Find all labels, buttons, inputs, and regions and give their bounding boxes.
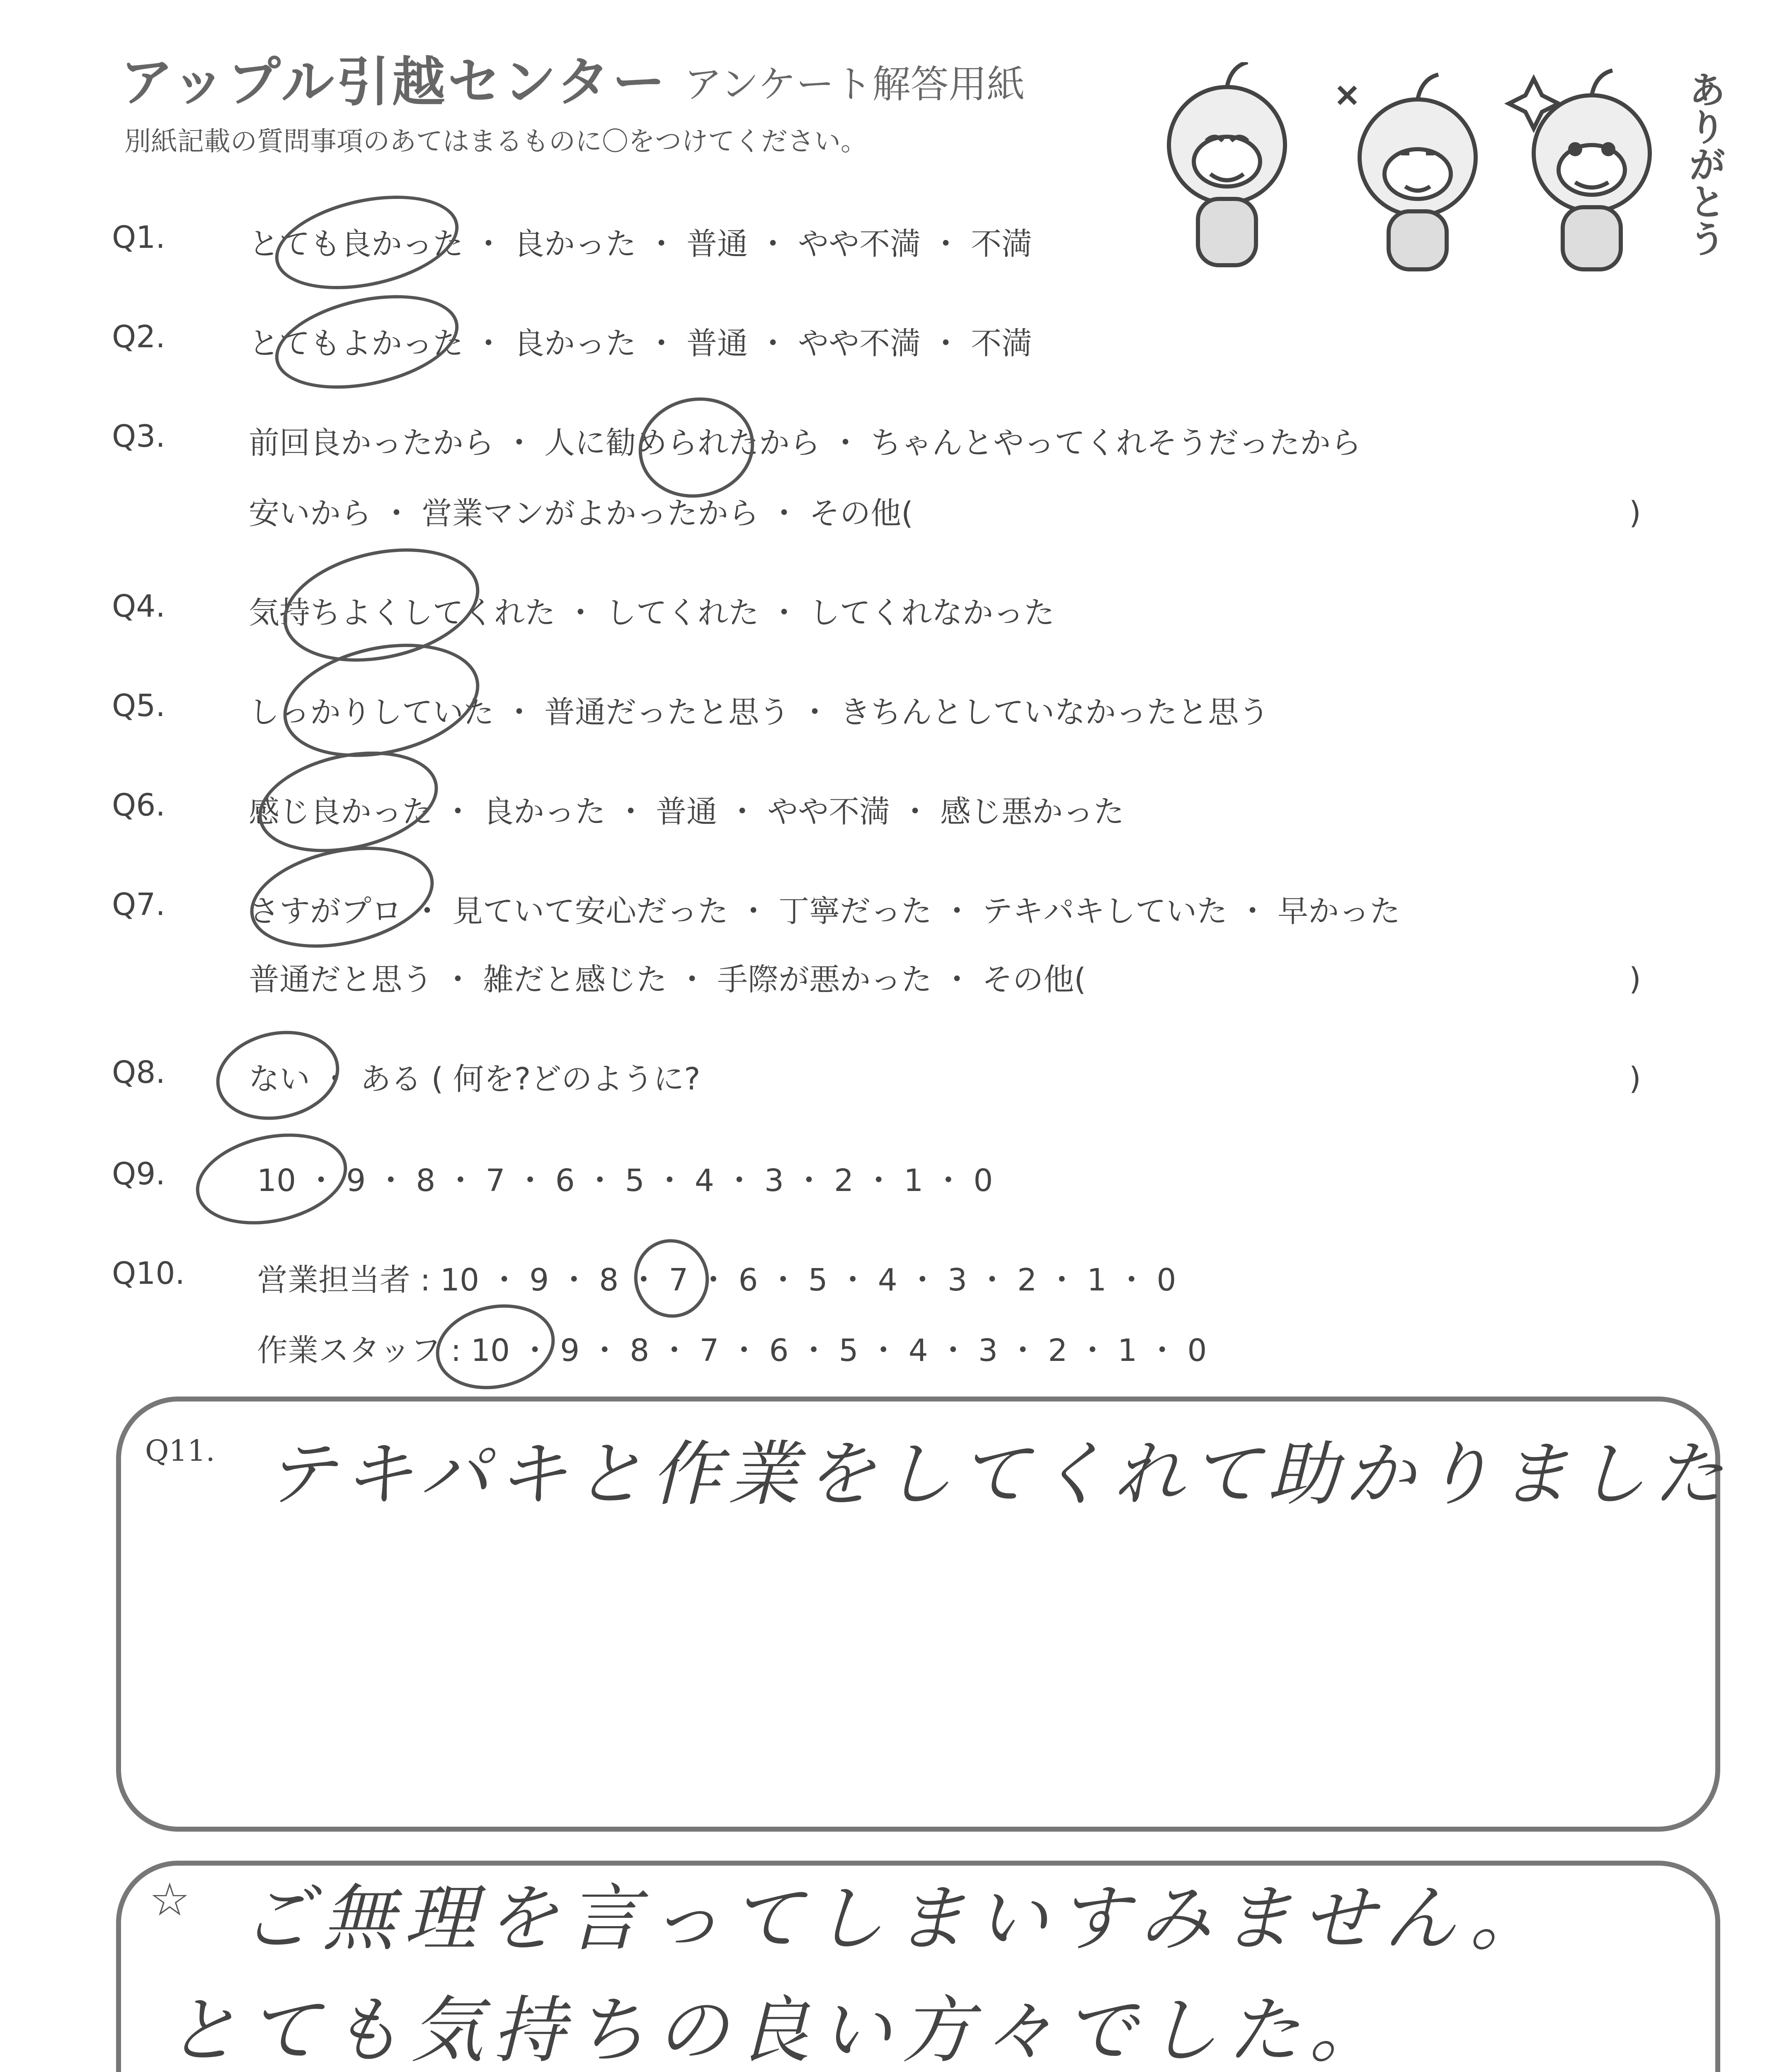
q4-options: 気持ちよくしてくれた ・ してくれた ・ してくれなかった bbox=[249, 595, 1055, 631]
q8-close-paren: ) bbox=[1629, 1061, 1641, 1097]
q2-options: とてもよかった ・ 良かった ・ 普通 ・ やや不満 ・ 不満 bbox=[249, 326, 1033, 361]
q1-options: とても良かった ・ 良かった ・ 普通 ・ やや不満 ・ 不満 bbox=[249, 226, 1033, 262]
q6-label: Q6. bbox=[112, 787, 165, 823]
q5-options: しっかりしていた ・ 普通だったと思う ・ きちんとしていなかったと思う bbox=[249, 695, 1270, 730]
q2-label: Q2. bbox=[112, 319, 165, 355]
q7-close-paren: ) bbox=[1629, 961, 1641, 997]
q8-label: Q8. bbox=[112, 1055, 165, 1090]
mascot-monkeys-illustration bbox=[1152, 62, 1716, 278]
q5-label: Q5. bbox=[112, 688, 165, 724]
q9-label: Q9. bbox=[112, 1156, 165, 1192]
q7-label: Q7. bbox=[112, 887, 165, 922]
q6-options: 感じ良かった ・ 良かった ・ 普通 ・ やや不満 ・ 感じ悪かった bbox=[249, 794, 1125, 830]
answer-circle-q10-staff bbox=[428, 1294, 562, 1400]
q3-label: Q3. bbox=[112, 419, 165, 454]
page-title: アップル引越センター bbox=[120, 51, 668, 113]
answer-circle-q10-sales bbox=[627, 1232, 716, 1324]
q9-options: 10 ・ 9 ・ 8 ・ 7 ・ 6 ・ 5 ・ 4 ・ 3 ・ 2 ・ 1 ・ 0 bbox=[257, 1163, 993, 1198]
mascot-caption: ありがとう bbox=[1682, 70, 1726, 257]
q11-label: Q11. bbox=[145, 1434, 215, 1468]
q3-options-line2: 安いから ・ 営業マンがよかったから ・ その他( bbox=[249, 496, 913, 531]
q7-options-line1: さすがプロ ・ 見ていて安心だった ・ 丁寧だった ・ テキパキしていた ・ 早かった bbox=[249, 893, 1401, 929]
q10-sales-rating: 営業担当者 : 10 ・ 9 ・ 8 ・ 7 ・ 6 ・ 5 ・ 4 ・ 3 ・ 2 ・ 1 ・ 0 bbox=[257, 1262, 1176, 1298]
q7-options-line2: 普通だと思う ・ 雑だと感じた ・ 手際が悪かった ・ その他( bbox=[249, 962, 1086, 997]
answer-circle-q2 bbox=[267, 280, 467, 404]
q10-staff-rating: 作業スタッフ : 10 ・ 9 ・ 8 ・ 7 ・ 6 ・ 5 ・ 4 ・ 3 ・ 2 ・ 1 ・ 0 bbox=[257, 1333, 1207, 1368]
comment-star-icon: ☆ bbox=[149, 1873, 190, 1926]
q3-options-line1: 前回良かったから ・ 人に勧められたから ・ ちゃんとやってくれそうだったから bbox=[249, 425, 1362, 461]
answer-circle-q7 bbox=[241, 831, 443, 963]
page-subtitle: アンケート解答用紙 bbox=[684, 62, 1025, 107]
q11-handwritten-answer: テキパキと作業をしてくれて助かりました bbox=[265, 1433, 1731, 1515]
comment-line-1: ご無理を言ってしまいすみません。 bbox=[240, 1877, 1552, 1961]
q4-label: Q4. bbox=[112, 588, 165, 624]
q8-options: ない ・ ある ( 何を?どのように? bbox=[249, 1061, 701, 1097]
answer-circle-q9 bbox=[187, 1121, 356, 1237]
comment-line-2: とても気持ちの良い方々でした。 bbox=[166, 1989, 1391, 2072]
q3-close-paren: ) bbox=[1629, 495, 1641, 531]
answer-circle-q8 bbox=[208, 1020, 347, 1131]
q10-label: Q10. bbox=[112, 1256, 185, 1291]
instruction-text: 別紙記載の質問事項のあてはまるものに〇をつけてください。 bbox=[124, 126, 867, 157]
q1-label: Q1. bbox=[112, 220, 165, 255]
answer-circle-q1 bbox=[267, 181, 467, 305]
